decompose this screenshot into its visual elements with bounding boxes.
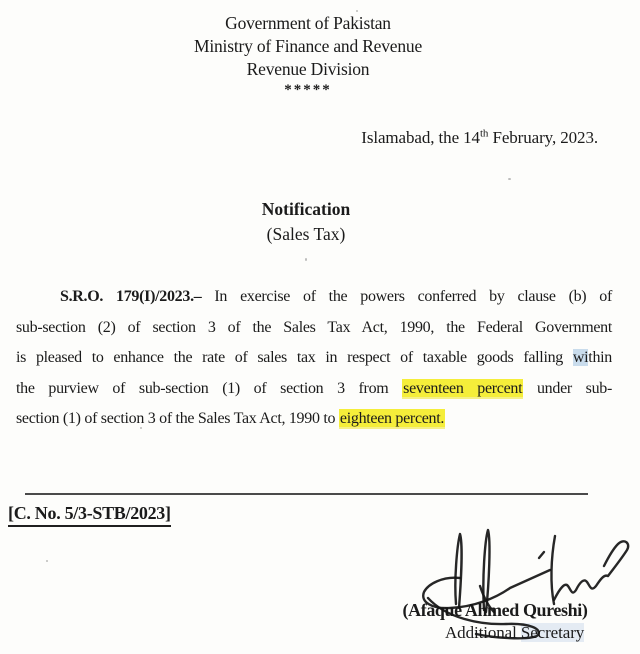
- scan-speck: [46, 560, 48, 562]
- signature-stroke: [551, 536, 555, 604]
- body-text: sub-section (2) of section 3 of the Sales Tax Act, 1990, the Federal Government: [16, 318, 612, 336]
- signature-stroke: [455, 534, 461, 608]
- body-text: is pleased to enhance the rate of sales tax in respect of taxable goods falling: [16, 349, 573, 366]
- body-text: the purview of sub-section (1) of section 3 from: [16, 379, 403, 397]
- body-line-2: [16, 313, 612, 344]
- body-text: In exercise of the powers conferred by clause (b) of: [201, 288, 612, 305]
- notification-subtitle: (Sales Tax): [266, 224, 346, 244]
- designation-text: Additional: [445, 623, 521, 642]
- dateline: [361, 128, 598, 148]
- scan-speck: [305, 258, 307, 261]
- signature-stroke: [554, 541, 628, 600]
- notification-heading: [0, 197, 612, 247]
- scan-speck: [140, 427, 142, 429]
- signature-stroke: [539, 552, 544, 558]
- yellow-highlight-seventeen-percent: seventeen percent: [403, 379, 523, 397]
- body-text: under sub-: [523, 379, 612, 397]
- letterhead: [0, 12, 616, 99]
- body-line-1: [16, 282, 612, 313]
- body-text: section (1) of section 3 of the Sales Tax Act, 1990 to: [16, 410, 339, 427]
- case-number-reference: [8, 503, 171, 527]
- body-line-4: [16, 374, 612, 405]
- yellow-highlight-eighteen-percent: eighteen percent.: [339, 410, 445, 427]
- body-line-3: [16, 343, 612, 374]
- scan-speck: [356, 10, 358, 12]
- designation-text-tinted: Secretary: [520, 623, 585, 642]
- letterhead-line-government: Government of Pakistan: [225, 13, 391, 33]
- sro-number: S.R.O. 179(I)/2023.–: [60, 288, 202, 305]
- body-line-5: [16, 404, 612, 435]
- dateline-ordinal-superscript: th: [479, 127, 489, 140]
- dateline-text-rest: February, 2023.: [488, 128, 598, 147]
- sro-body-paragraph: [16, 282, 612, 435]
- letterhead-stars-divider: *****: [284, 82, 332, 98]
- scan-speck: [508, 178, 511, 180]
- signatory-designation: [445, 623, 584, 643]
- horizontal-rule: [25, 493, 588, 495]
- notification-title: Notification: [261, 199, 351, 219]
- case-number-text: [C. No. 5/3-STB/2023]: [8, 503, 171, 527]
- letterhead-line-division: Revenue Division: [246, 59, 370, 79]
- body-text: thin: [588, 349, 612, 366]
- signatory-name: (Afaque Ahmed Qureshi): [402, 600, 588, 620]
- blue-selection-highlight: wi: [572, 349, 589, 366]
- dateline-text: Islamabad, the 14: [361, 128, 480, 147]
- letterhead-line-ministry: Ministry of Finance and Revenue: [193, 36, 423, 56]
